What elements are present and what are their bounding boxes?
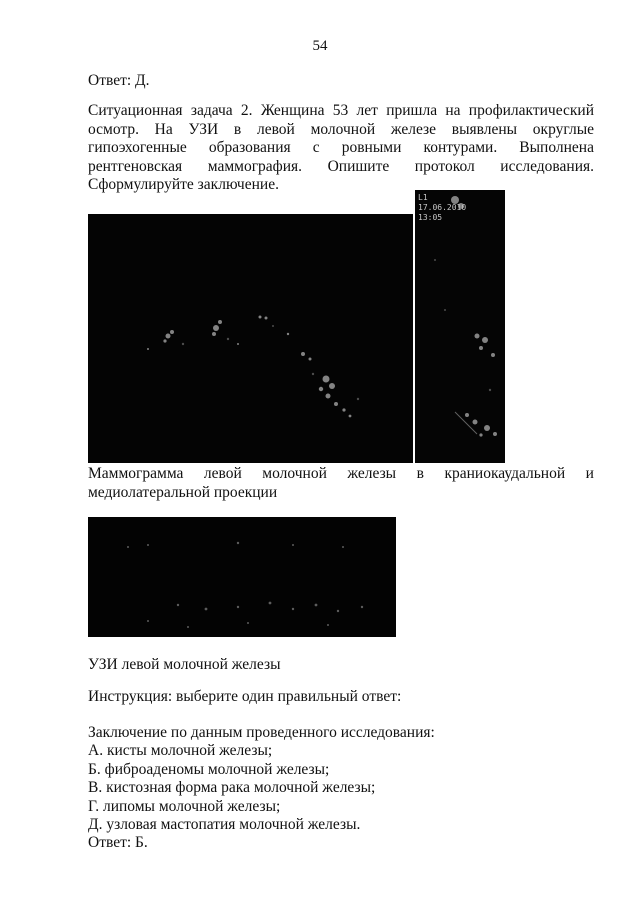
mammogram-caption-line2: медиолатеральной проекции — [88, 484, 278, 501]
option-c: В. кистозная форма рака молочной железы; — [88, 779, 376, 797]
mammogram-mediolateral-image — [415, 190, 505, 463]
previous-answer: Ответ: Д. — [88, 72, 150, 89]
page-number: 54 — [312, 38, 328, 54]
option-e: Д. узловая мастопатия молочной железы. — [88, 816, 361, 834]
caption-word: и — [585, 465, 594, 482]
option-a: А. кисты молочной железы; — [88, 742, 273, 760]
instruction-text: Инструкция: выберите один правильный ответ: — [88, 688, 402, 705]
mammogram-craniocaudal-image — [88, 214, 413, 463]
option-d: Г. липомы молочной железы; — [88, 797, 281, 815]
conclusion-title: Заключение по данным проведенного исследования: — [88, 724, 435, 741]
caption-word: молочной — [262, 465, 327, 482]
caption-word: в — [416, 465, 424, 482]
task-paragraph: Ситуационная задача 2. Женщина 53 лет пришла на профилактический осмотр. На УЗИ в левой молочной железе выявлены округлые гипоэхогенные образования с ровными контурами. Выполнена рентгеновская маммография. Опишите протокол исследования. Сформулируйте заключение. — [88, 102, 594, 193]
overlay-date: 17.06.2010 — [418, 203, 467, 212]
mammogram-overlay-text — [418, 193, 466, 223]
overlay-time: 13:05 — [418, 213, 443, 222]
caption-word: Маммограмма — [88, 465, 184, 482]
caption-word: левой — [203, 465, 242, 482]
answer: Ответ: Б. — [88, 834, 148, 852]
mammogram-caption-line1 — [88, 465, 594, 483]
caption-word: железы — [347, 465, 397, 482]
overlay-label: L1 — [418, 193, 428, 202]
caption-word: краниокаудальной — [444, 465, 566, 482]
conclusion-block — [88, 724, 435, 853]
option-b: Б. фиброаденомы молочной железы; — [88, 760, 330, 778]
ultrasound-caption: УЗИ левой молочной железы — [88, 656, 281, 673]
ultrasound-image — [88, 517, 396, 637]
